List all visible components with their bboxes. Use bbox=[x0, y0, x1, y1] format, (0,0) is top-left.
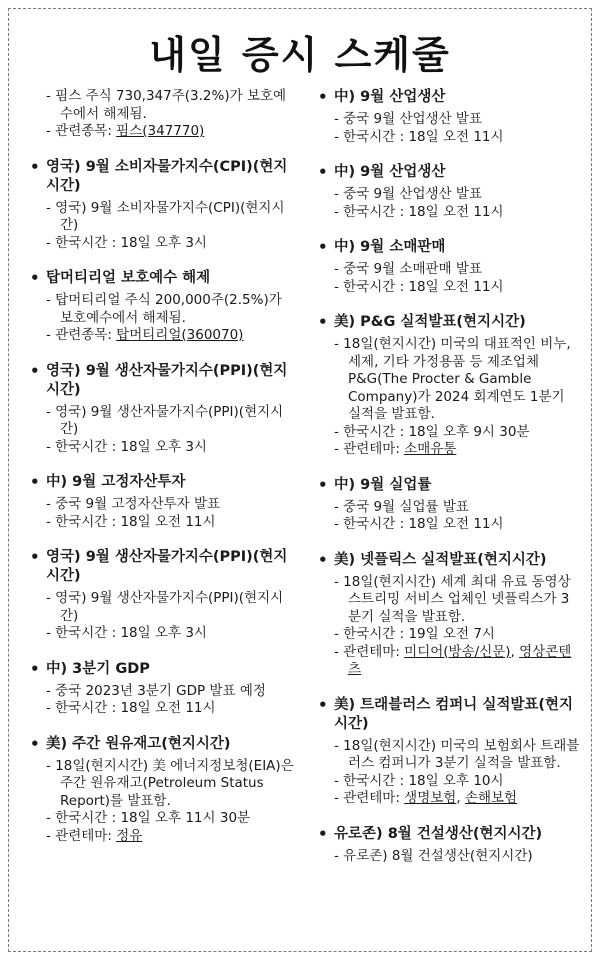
related-link[interactable]: 탑머티리얼(360070) bbox=[116, 327, 244, 343]
detail-label: - 관련테마: bbox=[334, 643, 405, 660]
schedule-item-title bbox=[30, 269, 298, 288]
schedule-detail-line bbox=[318, 644, 580, 679]
schedule-detail-line: - 18일(현지시간) 미국의 보험회사 트래블러스 컴퍼니가 3분기 실적을 발표함. bbox=[334, 737, 580, 771]
schedule-item-title bbox=[30, 735, 298, 754]
schedule-item-title-text: 中) 9월 실업률 bbox=[334, 476, 432, 493]
schedule-item-title-text: 美) 트래블러스 컴퍼니 실적발표(현지시간) bbox=[334, 696, 573, 732]
schedule-item bbox=[30, 660, 298, 718]
related-link[interactable]: 영상콘텐츠 bbox=[348, 643, 572, 677]
schedule-item bbox=[30, 158, 298, 253]
separator: , bbox=[510, 643, 520, 660]
bullet-icon: • bbox=[318, 163, 328, 181]
schedule-detail-line: - 한국시간 : 18일 오후 3시 bbox=[46, 438, 207, 455]
schedule-item-title-text: 中) 9월 고정자산투자 bbox=[46, 474, 186, 490]
schedule-detail-line: - 중국 2023년 3분기 GDP 발표 예정 bbox=[46, 682, 266, 699]
schedule-item-title bbox=[318, 696, 580, 734]
schedule-item-title-text: 美) 넷플릭스 실적발표(현지시간) bbox=[334, 551, 547, 568]
schedule-item bbox=[30, 548, 298, 643]
schedule-detail-line: - 중국 9월 고정자산투자 발표 bbox=[46, 496, 221, 512]
bullet-icon: • bbox=[30, 473, 40, 491]
schedule-item bbox=[318, 163, 580, 221]
bullet-icon: • bbox=[318, 88, 328, 106]
bullet-icon: • bbox=[30, 361, 40, 380]
schedule-item-title bbox=[318, 476, 580, 495]
schedule-item-title-text: 中) 9월 산업생산 bbox=[334, 89, 446, 105]
bullet-icon: • bbox=[318, 475, 328, 494]
detail-label: - 관련테마: bbox=[46, 827, 117, 844]
schedule-detail-line: - 18일(현지시간) 세계 최대 유료 동영상 스트리밍 서비스 업체인 넷플릭스가 3분기 실적을 발표함. bbox=[334, 573, 571, 625]
page-title: 내일 증시 스케줄 bbox=[149, 33, 451, 77]
schedule-detail-line: - 18일(현지시간) 美 에너지정보청(EIA)은 주간 원유재고(Petroleum Status Report)를 발표함. bbox=[46, 757, 294, 809]
schedule-item bbox=[30, 88, 298, 141]
schedule-item bbox=[30, 362, 298, 457]
schedule-item-title-text: 中) 9월 소매판매 bbox=[334, 239, 446, 255]
schedule-detail-line: - 한국시간 : 18일 오전 11시 bbox=[334, 128, 504, 145]
schedule-item-title bbox=[30, 548, 298, 586]
schedule-detail-line: - 한국시간 : 18일 오후 3시 bbox=[46, 234, 207, 251]
schedule-detail-line: - 한국시간 : 18일 오전 11시 bbox=[46, 700, 216, 716]
schedule-item-title-text: 中) 9월 산업생산 bbox=[334, 164, 446, 180]
schedule-detail-line: - 중국 9월 소매판매 발표 bbox=[334, 261, 482, 277]
schedule-item bbox=[30, 269, 298, 345]
bullet-icon: • bbox=[318, 313, 328, 331]
schedule-item-title bbox=[318, 88, 580, 107]
schedule-item bbox=[318, 476, 580, 534]
schedule-item-title-text: 탑머티리얼 보호예수 해제 bbox=[46, 270, 211, 286]
schedule-detail-line: - 18일(현지시간) 미국의 대표적인 비누, 세제, 기타 가정용품 등 제조업체 P&G(The Procter & Gamble Company)가 2024 회계연도 1분기 실적을 발표함. bbox=[334, 336, 571, 422]
schedule-item bbox=[318, 313, 580, 459]
schedule-item-title bbox=[30, 473, 298, 492]
bullet-icon: • bbox=[318, 238, 328, 256]
related-link[interactable]: 핌스(347770) bbox=[116, 123, 205, 139]
schedule-detail-line bbox=[30, 123, 298, 141]
schedule-detail-line: - 한국시간 : 18일 오후 9시 30분 bbox=[334, 423, 530, 440]
schedule-item bbox=[318, 88, 580, 146]
schedule-detail-line bbox=[318, 790, 580, 808]
schedule-detail-line: - 한국시간 : 18일 오후 10시 bbox=[334, 772, 504, 789]
schedule-detail-line: - 영국) 9월 생산자물가지수(PPI)(현지시간) bbox=[46, 590, 284, 624]
related-link[interactable]: 정유 bbox=[116, 827, 143, 844]
bullet-icon: • bbox=[318, 824, 328, 843]
related-link[interactable]: 생명보험 bbox=[404, 790, 457, 806]
separator: , bbox=[456, 790, 465, 806]
bullet-icon: • bbox=[30, 548, 40, 566]
schedule-detail-line bbox=[30, 828, 298, 846]
schedule-detail-line: - 유로존) 8월 건설생산(현지시간) bbox=[334, 847, 533, 864]
related-link[interactable]: 미디어(방송/신문) bbox=[404, 643, 511, 660]
detail-label: - 관련테마: bbox=[334, 790, 405, 806]
schedule-detail-line: - 한국시간 : 18일 오전 11시 bbox=[46, 513, 216, 530]
schedule-item-title-text: 유로존) 8월 건설생산(현지시간) bbox=[334, 825, 543, 842]
detail-label: - 관련테마: bbox=[334, 441, 405, 457]
schedule-item bbox=[318, 696, 580, 808]
schedule-item-title bbox=[30, 660, 298, 679]
schedule-item bbox=[30, 735, 298, 846]
schedule-item bbox=[318, 238, 580, 296]
schedule-item-title-text: 中) 3분기 GDP bbox=[46, 660, 150, 677]
schedule-detail-line: - 중국 9월 산업생산 발표 bbox=[334, 186, 482, 202]
related-link[interactable]: 소매유통 bbox=[404, 441, 457, 457]
schedule-detail-line: - 영국) 9월 생산자물가지수(PPI)(현지시간) bbox=[46, 403, 284, 437]
schedule-detail-line: - 핌스 주식 730,347주(3.2%)가 보호예수에서 해제됨. bbox=[46, 88, 287, 122]
schedule-detail-line: - 탑머티리얼 주식 200,000주(2.5%)가 보호예수에서 해제됨. bbox=[46, 292, 282, 326]
schedule-item bbox=[318, 825, 580, 866]
detail-label: - 관련종목: bbox=[46, 123, 117, 139]
schedule-item-title-text: 영국) 9월 생산자물가지수(PPI)(현지시간) bbox=[46, 362, 288, 398]
schedule-item bbox=[318, 551, 580, 679]
schedule-item-title bbox=[30, 158, 298, 196]
schedule-item-title-text: 美) P&G 실적발표(현지시간) bbox=[334, 314, 526, 330]
schedule-item-title bbox=[318, 551, 580, 570]
schedule-detail-line: - 한국시간 : 18일 오전 11시 bbox=[334, 203, 504, 220]
schedule-detail-line: - 중국 9월 산업생산 발표 bbox=[334, 111, 482, 127]
schedule-detail-line bbox=[318, 441, 580, 459]
bullet-icon: • bbox=[318, 550, 328, 569]
bullet-icon: • bbox=[30, 659, 40, 678]
detail-label: - 관련종목: bbox=[46, 327, 117, 343]
schedule-detail-line: - 한국시간 : 19일 오전 7시 bbox=[334, 626, 495, 642]
schedule-item-title bbox=[318, 313, 580, 332]
schedule-item bbox=[30, 473, 298, 531]
schedule-item-title bbox=[318, 238, 580, 257]
schedule-item-title bbox=[318, 825, 580, 844]
related-link[interactable]: 손해보험 bbox=[464, 790, 518, 806]
schedule-detail-line: - 영국) 9월 소비자물가지수(CPI)(현지시간) bbox=[46, 199, 285, 233]
bullet-icon: • bbox=[30, 734, 40, 753]
schedule-item-title-text: 영국) 9월 생산자물가지수(PPI)(현지시간) bbox=[46, 549, 288, 584]
schedule-column-right bbox=[318, 88, 580, 882]
schedule-detail-line: - 한국시간 : 18일 오후 11시 30분 bbox=[46, 810, 251, 826]
schedule-detail-line: - 한국시간 : 18일 오후 3시 bbox=[46, 625, 207, 641]
bullet-icon: • bbox=[318, 695, 328, 714]
schedule-item-title bbox=[318, 163, 580, 182]
schedule-column-left bbox=[30, 88, 298, 862]
schedule-item-title-text: 美) 주간 원유재고(현지시간) bbox=[46, 735, 231, 752]
schedule-item-title-text: 영국) 9월 소비자물가지수(CPI)(현지시간) bbox=[46, 158, 288, 194]
schedule-detail-line bbox=[30, 327, 298, 345]
schedule-item-title bbox=[30, 362, 298, 400]
bullet-icon: • bbox=[30, 269, 40, 287]
schedule-detail-line: - 중국 9월 실업률 발표 bbox=[334, 498, 469, 515]
schedule-detail-line: - 한국시간 : 18일 오전 11시 bbox=[334, 278, 504, 295]
bullet-icon: • bbox=[30, 157, 40, 176]
schedule-detail-line: - 한국시간 : 18일 오전 11시 bbox=[334, 516, 504, 532]
